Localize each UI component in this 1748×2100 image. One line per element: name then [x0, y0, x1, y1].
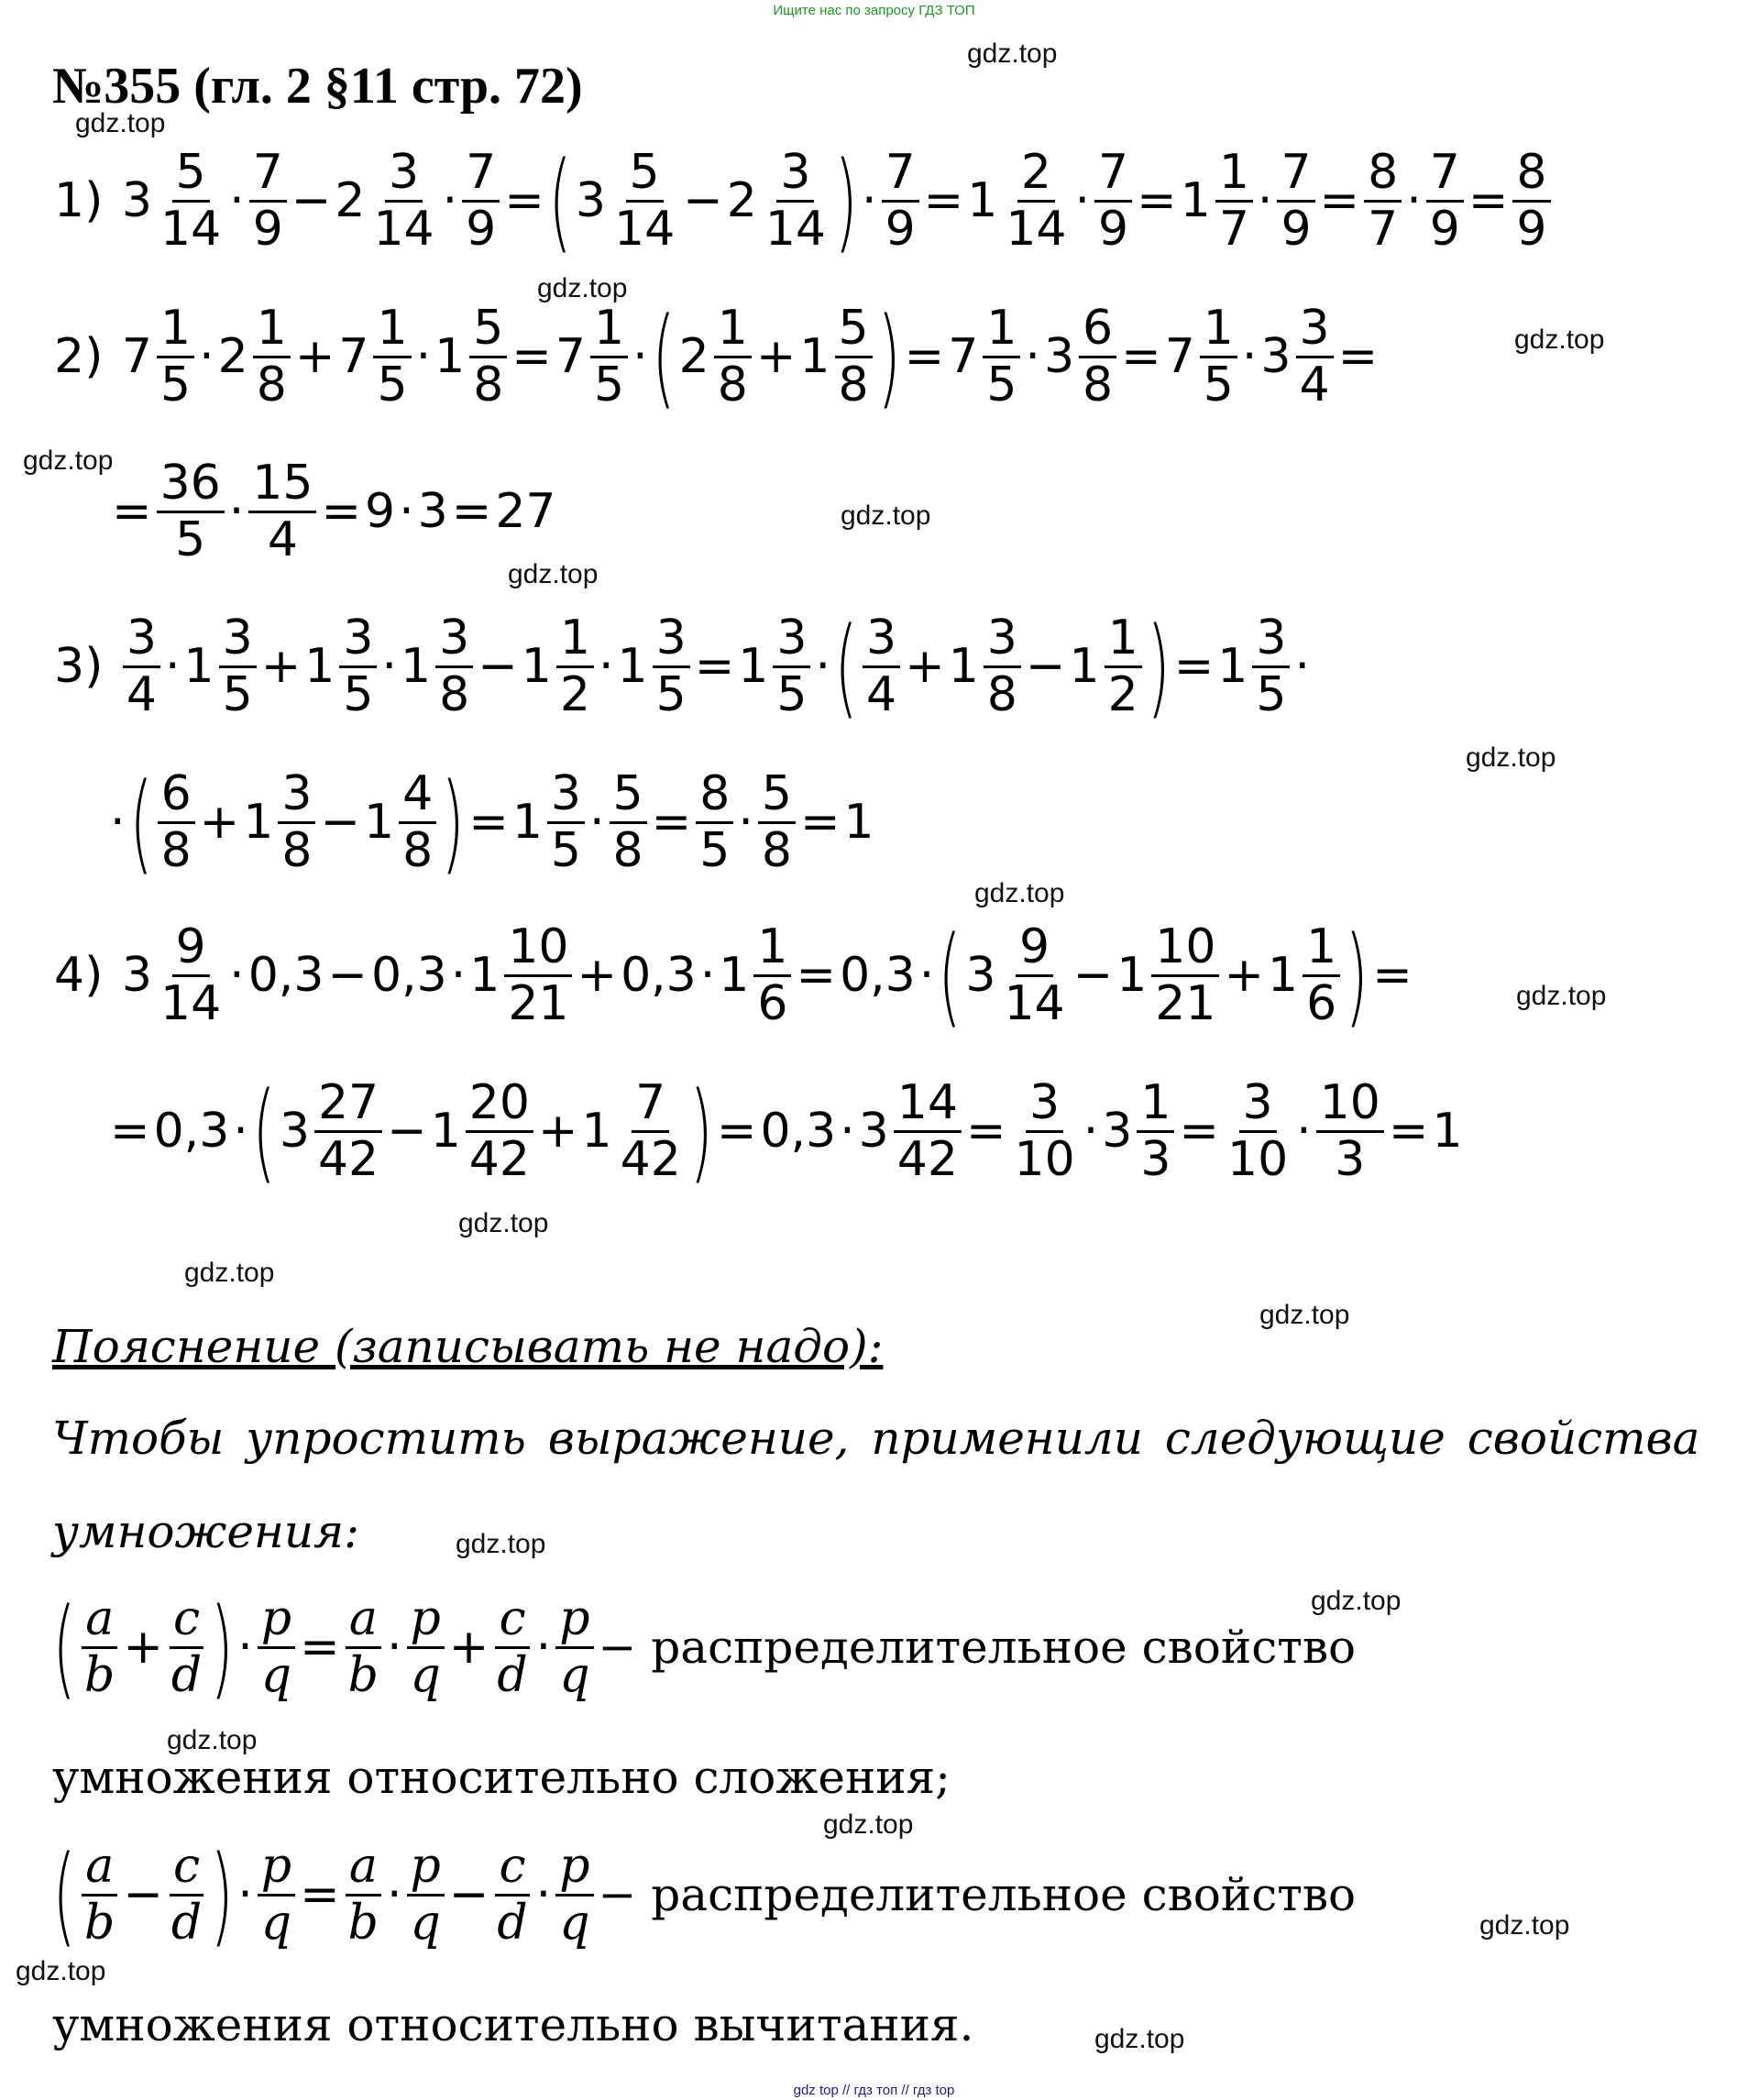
watermark: gdz.top [1311, 1586, 1402, 1616]
watermark: gdz.top [456, 1529, 546, 1559]
distributive-subtraction-formula: ( $\frac{a}{b}$ − $\frac{c}{d}$ ) · $\frac{p}{q}$ = $\frac{a}{b}$ · $\frac{p}{q}$ − $\frac{c}{d}$ · $\frac{p}{q}$ − распределительное свойство [52, 1831, 1357, 1958]
watermark: gdz.top [537, 273, 628, 303]
watermark: gdz.top [823, 1809, 914, 1840]
watermark: gdz.top [23, 445, 114, 476]
watermark: gdz.top [1516, 981, 1607, 1011]
equation-3-continued: · ( $\frac{6}{8}$ + 1 $\frac{3}{8}$ − 1 $\frac{4}{8}$ ) = 1 $\frac{3}{5}$ · $\frac{5}{8}$ = $\frac{8}{5}$ · $\frac{5}{8}$ = 1 [110, 759, 874, 885]
watermark: gdz.top [974, 878, 1065, 908]
explanation-text: Чтобы упростить выражение, применили следующие свойства [52, 1412, 1700, 1465]
page-title: №355 (гл. 2 §11 стр. 72) [52, 58, 583, 115]
watermark: gdz.top [1514, 324, 1605, 355]
explanation-heading: Пояснение (записывать не надо): [52, 1320, 884, 1373]
watermark: gdz.top [16, 1956, 106, 1986]
equation-1: 1) 3 $\frac{5}{14}$ · $\frac{7}{9}$ − 2 $\frac{3}{14}$ · $\frac{7}{9}$ = ( 3 $\frac{5}{14}$ − 2 $\frac{3}{14}$ ) · $\frac{7}{9}$ = 1 $\frac{2}{14}$ · $\frac{7}{9}$ = 1 $\frac{1}{7}$ · $\frac{7}{9}$ = $\frac{8}{7}$ · $\frac{7}{9}$ = $\frac{8}{9}$ [52, 147, 1554, 255]
watermark: gdz.top [75, 108, 166, 138]
watermark: gdz.top [1479, 1910, 1570, 1941]
watermark: gdz.top [184, 1258, 275, 1288]
footer-note: gdz top // гдз топ // гдз top [793, 2083, 955, 2098]
watermark: gdz.top [167, 1725, 258, 1755]
watermark: gdz.top [458, 1208, 549, 1238]
watermark: gdz.top [1466, 742, 1556, 773]
equation-2: 2) 7 $\frac{1}{5}$ · 2 $\frac{1}{8}$ + 7 $\frac{1}{5}$ · 1 $\frac{5}{8}$ = 7 $\frac{1}{5}$ · ( 2 $\frac{1}{8}$ + 1 $\frac{5}{8}$ ) = 7 $\frac{1}{5}$ · 3 $\frac{6}{8}$ = 7 $\frac{1}{5}$ · 3 $\frac{3}{4}$ = [54, 293, 1379, 420]
equation-4: 4) 3 $\frac{9}{14}$ · 0,3 − 0,3 · 1 $\frac{10}{21}$ + 0,3 · 1 $\frac{1}{6}$ = 0,3 · ( 3 $\frac{9}{14}$ − 1 $\frac{10}{21}$ + 1 $\frac{1}{6}$ ) = [54, 912, 1413, 1039]
watermark: gdz.top [1259, 1300, 1350, 1330]
equation-4-continued: = 0,3 · ( 3 $\frac{27}{42}$ − 1 $\frac{20}{42}$ + 1 $\frac{7}{42}$ ) = 0,3 · 3 $\frac{14}{42}$ = $\frac{3}{10}$ · 3 $\frac{1}{3}$ = $\frac{3}{10}$ · $\frac{10}{3}$ = 1 [110, 1068, 1463, 1194]
watermark: gdz.top [841, 500, 931, 531]
property-2-description: умножения относительно вычитания. [52, 1998, 974, 2051]
distributive-addition-formula: ( $\frac{a}{b}$ + $\frac{c}{d}$ ) · $\frac{p}{q}$ = $\frac{a}{b}$ · $\frac{p}{q}$ + $\frac{c}{d}$ · $\frac{p}{q}$ − распределительное свойство [52, 1584, 1357, 1710]
watermark: gdz.top [1094, 2024, 1185, 2054]
property-1-description: умножения относительно сложения; [52, 1751, 951, 1804]
explanation-text-continued: умножения: [52, 1505, 360, 1558]
watermark: gdz.top [967, 38, 1058, 69]
header-note: Ищите нас по запросу ГДЗ ТОП [773, 3, 975, 18]
watermark: gdz.top [508, 559, 599, 589]
equation-3: 3) $\frac{3}{4}$ · 1 $\frac{3}{5}$ + 1 $\frac{3}{5}$ · 1 $\frac{3}{8}$ − 1 $\frac{1}{2}$ · 1 $\frac{3}{5}$ = 1 $\frac{3}{5}$ · ( $\frac{3}{4}$ + 1 $\frac{3}{8}$ − 1 $\frac{1}{2}$ ) = 1 $\frac{3}{5}$ · [54, 603, 1310, 730]
equation-2-continued: = $\frac{36}{5}$ · $\frac{15}{4}$ = 9 · 3 = 27 [112, 456, 556, 567]
